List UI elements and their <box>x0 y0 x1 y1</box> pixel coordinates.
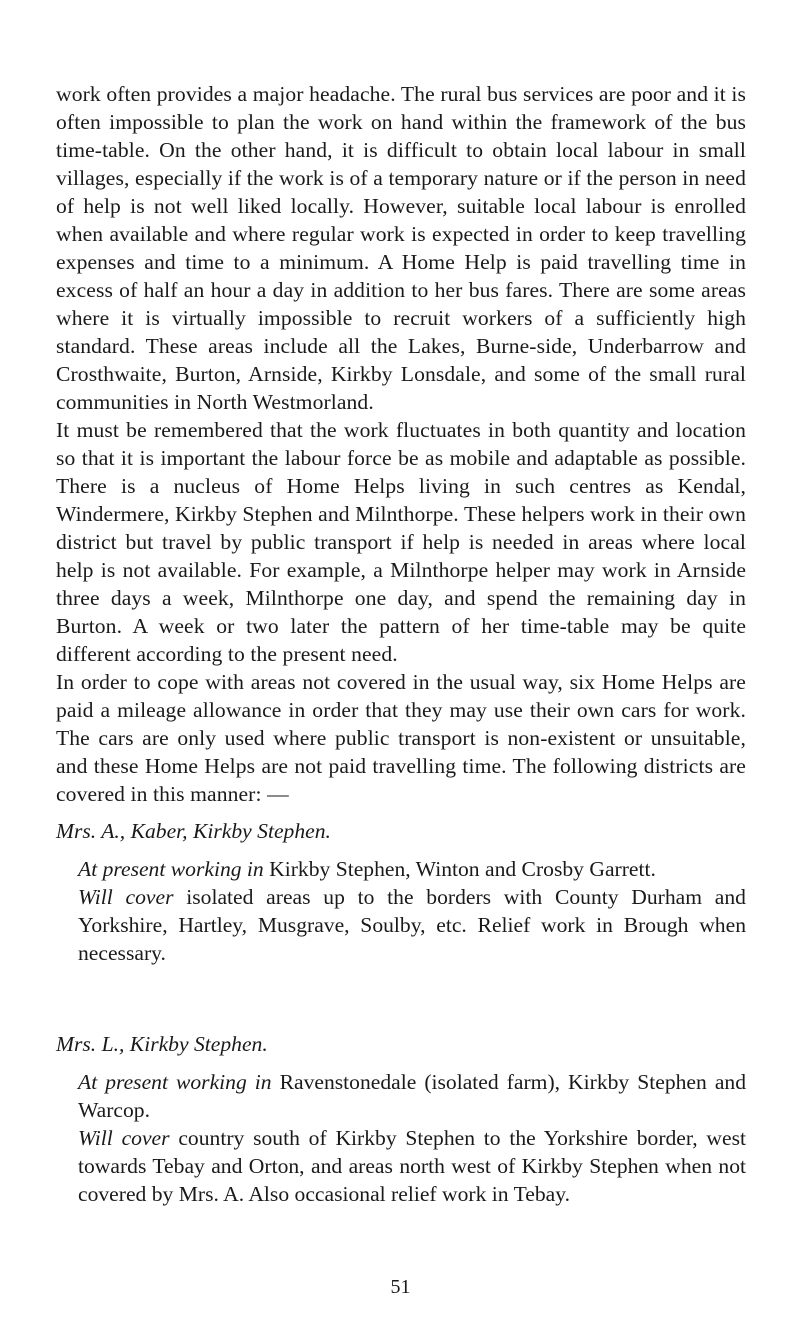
cover-lead: Will cover <box>78 885 174 909</box>
home-help-entry-l <box>56 1030 746 1208</box>
entry-name: Mrs. L., Kirkby Stephen. <box>56 1032 268 1056</box>
present-lead: At present working in <box>78 857 264 881</box>
present-lead: At present working in <box>78 1070 272 1094</box>
paragraph-3: In order to cope with areas not covered in the usual way, six Home Helps are paid a mileage allowance in order that they may use their own cars for work. The cars are only used where public transport is non-existent or unsuitable, and these Home Helps are not paid travelling time. The following districts are covered in this manner: — <box>56 670 746 806</box>
home-help-entry-a <box>56 817 746 967</box>
cover-text: country south of Kirkby Stephen to the Yorkshire border, west towards Tebay and Orton, and areas north west of Kirkby Stephen when not covered by Mrs. A. Also occasional relief work in Tebay. <box>78 1126 746 1206</box>
present-text: Ravenstonedale (isolated farm), Kirkby Stephen and Warcop. <box>78 1070 746 1122</box>
entry-cover-line <box>56 1124 746 1208</box>
body-text <box>56 80 746 808</box>
present-text: Kirkby Stephen, Winton and Crosby Garrett. <box>263 857 656 881</box>
entry-present-line <box>56 855 746 883</box>
cover-text: isolated areas up to the borders with County Durham and Yorkshire, Hartley, Musgrave, Soulby, etc. Relief work in Brough when necessary. <box>78 885 746 965</box>
cover-lead: Will cover <box>78 1126 170 1150</box>
entry-name: Mrs. A., Kaber, Kirkby Stephen. <box>56 819 331 843</box>
entry-cover-line <box>56 883 746 967</box>
paragraph-1: work often provides a major headache. The rural bus services are poor and it is often impossible to plan the work on hand within the framework of the bus time-table. On the other hand, it is difficult to obtain local labour in small villages, especially if the work is of a temporary nature or if the person in need of help is not well liked locally. However, suitable local labour is enrolled when available and where regular work is expected in order to keep travelling expenses and time to a minimum. A Home Help is paid travelling time in excess of half an hour a day in addition to her bus fares. There are some areas where it is virtually impossible to recruit workers of a sufficiently high standard. These areas include all the Lakes, Burne-side, Underbarrow and Crosthwaite, Burton, Arnside, Kirkby Lonsdale, and some of the small rural communities in North Westmorland. <box>56 82 746 414</box>
entry-present-line <box>56 1068 746 1124</box>
paragraph-2: It must be remembered that the work fluctuates in both quantity and location so that it is important the labour force be as mobile and adaptable as possible. There is a nucleus of Home Helps living in such centres as Kendal, Windermere, Kirkby Stephen and Milnthorpe. These helpers work in their own district but travel by public transport if help is needed in areas where local help is not available. For example, a Milnthorpe helper may work in Arnside three days a week, Milnthorpe one day, and spend the remaining day in Burton. A week or two later the pattern of her time-table may be quite different according to the present need. <box>56 418 746 666</box>
page-number: 51 <box>390 1276 411 1298</box>
